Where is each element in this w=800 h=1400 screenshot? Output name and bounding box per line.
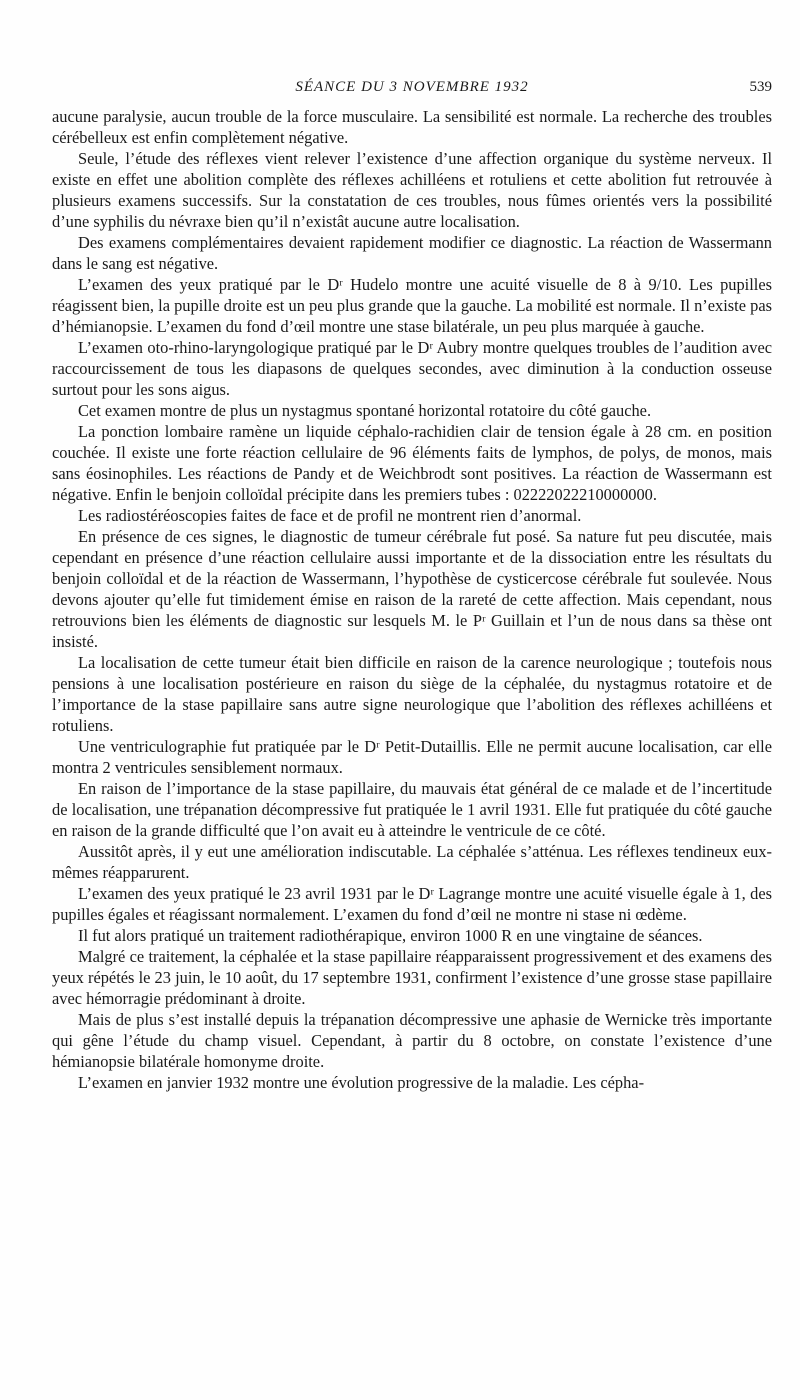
paragraph: En raison de l’importance de la stase papillaire, du mauvais état général de ce malade et de l’incertitude de localisation, une trépanation décompressive fut pratiquée le 1 avril 1931. Elle fut pratiquée du côté gauche en raison de la grande difficulté que l’on avait eu à atteindre le ventricule de ce côté.: [52, 779, 772, 840]
paragraph: En présence de ces signes, le diagnostic de tumeur cérébrale fut posé. Sa nature fut peu discutée, mais cependant en présence d’une réaction cellulaire aussi importante et de la dissociation entre les résultats du benjoin colloïdal et de la réaction de Wassermann, l’hypothèse de cysticercose cérébrale fut soulevée. Nous devons ajouter qu’elle fut timidement émise en raison de la rareté de cette affection. Mais cependant, nous retrouvions bien les éléments de diagnostic sur lesquels M. le Pʳ Guillain et l’un de nous dans sa thèse ont insisté.: [52, 527, 772, 651]
paragraph: Aussitôt après, il y eut une amélioration indiscutable. La céphalée s’atténua. Les réflexes tendineux eux-mêmes réapparurent.: [52, 842, 772, 882]
paragraph: Mais de plus s’est installé depuis la trépanation décompressive une aphasie de Wernicke très importante qui gêne l’étude du champ visuel. Cependant, à partir du 8 octobre, on constate l’existence d’une hémianopsie bilatérale homonyme droite.: [52, 1010, 772, 1071]
paragraph: Cet examen montre de plus un nystagmus spontané horizontal rotatoire du côté gauche.: [78, 401, 652, 420]
paragraph: Malgré ce traitement, la céphalée et la stase papillaire réapparaissent progressivement et des examens des yeux répétés le 23 juin, le 10 août, du 17 septembre 1931, confirment l’existence d’une grosse stase papillaire avec hémorragie prédominant à droite.: [52, 947, 772, 1008]
running-header: [52, 79, 772, 103]
paragraph: La ponction lombaire ramène un liquide céphalo-rachidien clair de tension égale à 28 cm. en position couchée. Il existe une forte réaction cellulaire de 96 éléments faits de lymphos, de polys, de monos, mais sans éosinophiles. Les réactions de Pandy et de Weichbrodt sont positives. La réaction de Wassermann est négative. Enfin le benjoin colloïdal précipite dans les premiers tubes : 02222022210000000.: [52, 422, 772, 504]
body-text: [52, 106, 772, 1093]
paragraph: Des examens complémentaires devaient rapidement modifier ce diagnostic. La réaction de Wassermann dans le sang est négative.: [52, 233, 772, 273]
paragraph: aucune paralysie, aucun trouble de la force musculaire. La sensibilité est normale. La recherche des troubles cérébelleux est enfin complètement négative.: [52, 107, 772, 147]
paragraph: La localisation de cette tumeur était bien difficile en raison de la carence neurologique ; toutefois nous pensions à une localisation postérieure en raison du siège de la céphalée, du nystagmus rotatoire et de l’importance de la stase papillaire sans autre signe neurologique que l’abolition des réflexes achilléens et rotuliens.: [52, 653, 772, 735]
paragraph: Les radiostéréoscopies faites de face et de profil ne montrent rien d’anormal.: [78, 506, 582, 525]
paragraph: Une ventriculographie fut pratiquée par le Dʳ Petit-Dutaillis. Elle ne permit aucune localisation, car elle montra 2 ventricules sensiblement normaux.: [52, 737, 772, 777]
paragraph: Il fut alors pratiqué un traitement radiothérapique, environ 1000 R en une vingtaine de séances.: [78, 926, 703, 945]
paragraph: Seule, l’étude des réflexes vient relever l’existence d’une affection organique du système nerveux. Il existe en effet une abolition complète des réflexes achilléens et rotuliens et cette abolition fut retrouvée à plusieurs examens successifs. Sur la constatation de ces troubles, nous fûmes orientés vers la possibilité d’une syphilis du névraxe bien qu’il n’existât aucune autre localisation.: [52, 149, 772, 231]
paragraph: L’examen des yeux pratiqué le 23 avril 1931 par le Dʳ Lagrange montre une acuité visuelle égale à 1, des pupilles égales et réagissant normalement. L’examen du fond d’œil ne montre ni stase ni œdème.: [52, 884, 772, 924]
header-title: SÉANCE DU 3 NOVEMBRE 1932: [295, 79, 529, 95]
paragraph: L’examen des yeux pratiqué par le Dʳ Hudelo montre une acuité visuelle de 8 à 9/10. Les pupilles réagissent bien, la pupille droite est un peu plus grande que la gauche. La mobilité est normale. Il n’existe pas d’hémianopsie. L’examen du fond d’œil montre une stase bilatérale, un peu plus marquée à gauche.: [52, 275, 772, 336]
paragraph: L’examen en janvier 1932 montre une évolution progressive de la maladie. Les cépha-: [78, 1073, 645, 1092]
paragraph: L’examen oto-rhino-laryngologique pratiqué par le Dʳ Aubry montre quelques troubles de l’audition avec raccourcissement de tous les diapasons de quelques secondes, avec diminution à la conduction osseuse surtout pour les sons aigus.: [52, 338, 772, 399]
page-number: 539: [749, 79, 772, 95]
